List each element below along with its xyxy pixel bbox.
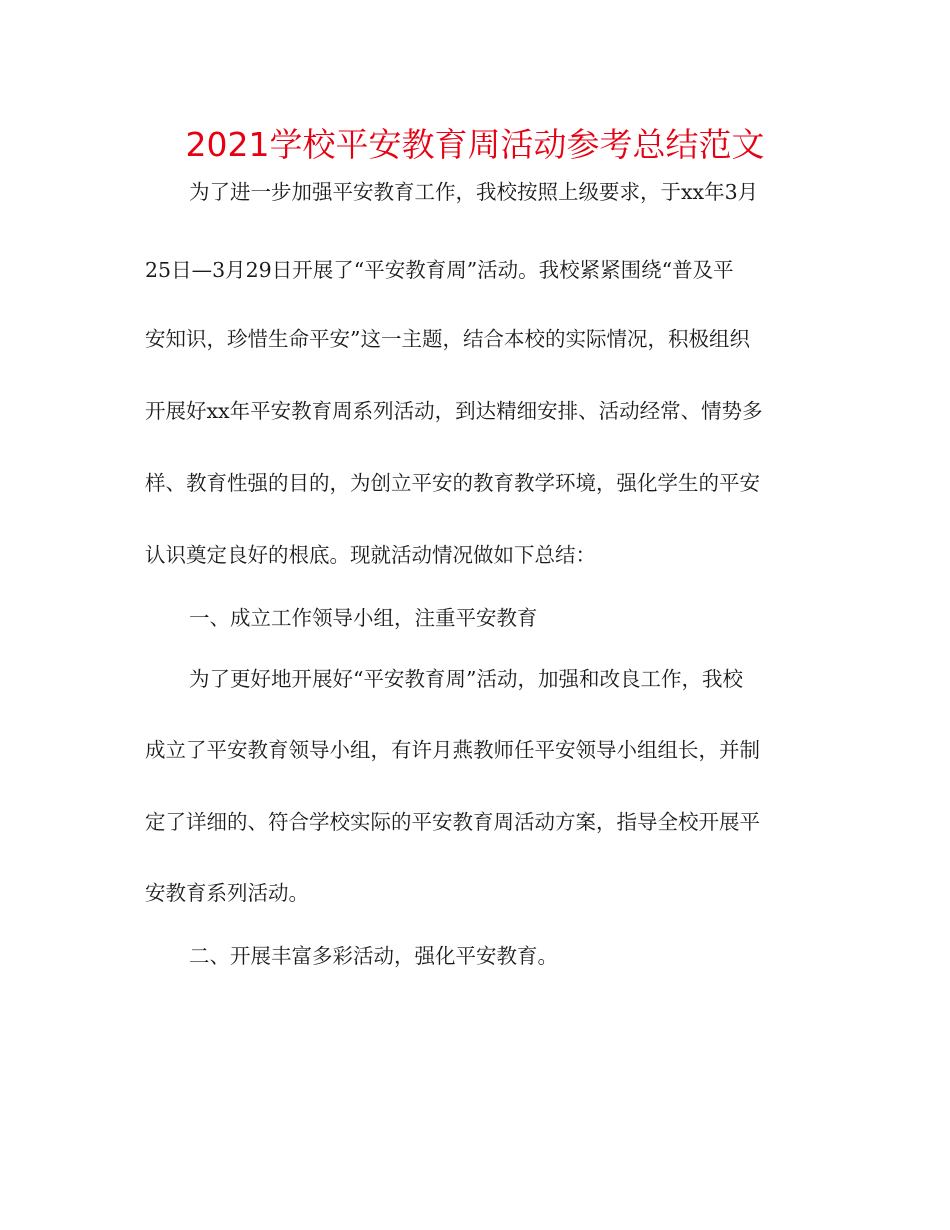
document-title: 2021学校平安教育周活动参考总结范文 (185, 125, 765, 164)
paragraph-3-line-4: 安教育系列活动。 (145, 881, 309, 905)
paragraph-3-line-3: 定了详细的、符合学校实际的平安教育周活动方案，指导全校开展平 (145, 810, 760, 834)
paragraph-3-line-1: 为了更好地开展好“平安教育周”活动，加强和改良工作，我校 (189, 667, 743, 691)
paragraph-1-line-6: 认识奠定良好的根底。现就活动情况做如下总结： (145, 543, 596, 567)
paragraph-1-line-4: 开展好xx年平安教育周系列活动，到达精细安排、活动经常、情势多 (145, 399, 763, 423)
paragraph-3-line-2: 成立了平安教育领导小组，有许月燕教师任平安领导小组组长，并制 (145, 738, 760, 762)
section-heading-2: 二、开展丰富多彩活动，强化平安教育。 (189, 944, 558, 968)
paragraph-1-line-2: 25日—3月29日开展了“平安教育周”活动。我校紧紧围绕“普及平 (145, 258, 734, 282)
paragraph-1-line-5: 样、教育性强的目的，为创立平安的教育教学环境，强化学生的平安 (145, 471, 760, 495)
paragraph-1-line-1: 为了进一步加强平安教育工作，我校按照上级要求，于xx年3月 (189, 180, 759, 204)
paragraph-1-line-3: 安知识，珍惜生命平安”这一主题，结合本校的实际情况，积极组织 (145, 327, 750, 351)
section-heading-1: 一、成立工作领导小组，注重平安教育 (189, 606, 538, 630)
